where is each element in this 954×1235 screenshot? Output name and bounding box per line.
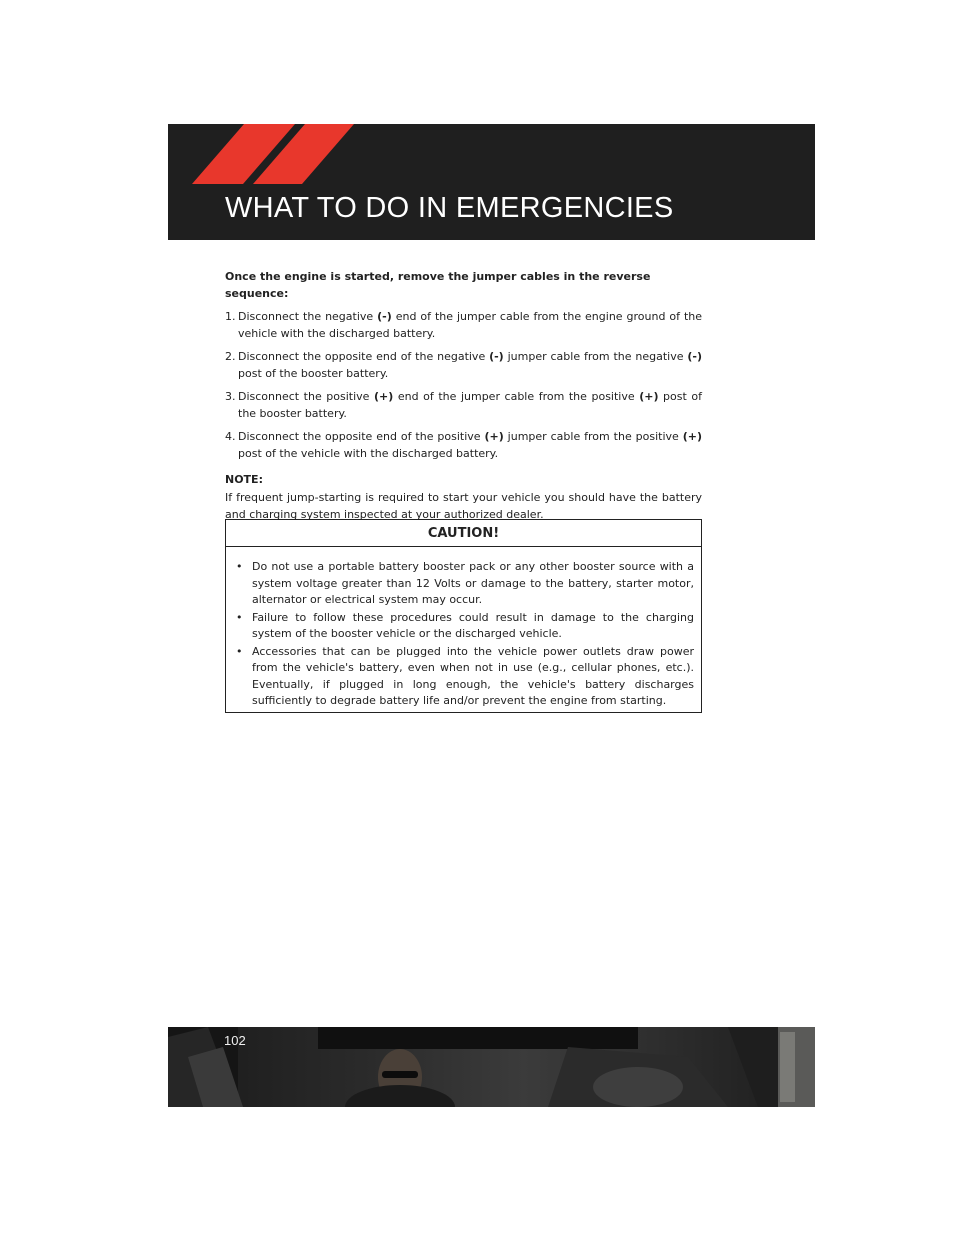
step-text-part: jumper cable from the negative bbox=[503, 350, 688, 363]
page-number: 102 bbox=[224, 1033, 246, 1048]
footer-band bbox=[168, 1027, 815, 1107]
polarity-symbol: (-) bbox=[377, 310, 392, 323]
steps-list bbox=[225, 308, 702, 462]
caution-box bbox=[225, 519, 702, 713]
step-text-part: post of the vehicle with the discharged battery. bbox=[238, 447, 499, 460]
step-item bbox=[225, 308, 702, 342]
step-text bbox=[238, 388, 702, 422]
polarity-symbol: (+) bbox=[639, 390, 659, 403]
step-text-part: end of the jumper cable from the engine ground of the vehicle with the discharged battery. bbox=[238, 310, 702, 340]
polarity-symbol: (+) bbox=[682, 430, 702, 443]
note-label: NOTE: bbox=[225, 473, 263, 486]
note-text: If frequent jump-starting is required to start your vehicle you should have the battery and charging system inspected at your authorized dealer. bbox=[225, 491, 702, 521]
step-text bbox=[238, 348, 702, 382]
polarity-symbol: (-) bbox=[489, 350, 504, 363]
step-item bbox=[225, 428, 702, 462]
step-item bbox=[225, 348, 702, 382]
step-text-part: Disconnect the negative bbox=[238, 310, 378, 323]
step-text bbox=[238, 428, 702, 462]
step-number: 2. bbox=[225, 350, 236, 363]
intro-heading: Once the engine is started, remove the jumper cables in the reverse sequence: bbox=[225, 270, 651, 300]
step-number: 4. bbox=[225, 430, 236, 443]
caution-list bbox=[226, 547, 701, 710]
caution-item bbox=[236, 610, 694, 643]
step-text-part: Disconnect the positive bbox=[238, 390, 375, 403]
brand-stripes-logo bbox=[168, 124, 368, 186]
caution-text: Do not use a portable battery booster pack or any other booster source with a system voltage greater than 12 Volts or damage to the battery, starter motor, alternator or electrical system may occur. bbox=[252, 560, 694, 606]
bullet-icon: • bbox=[236, 610, 243, 624]
footer-photo-image bbox=[168, 1027, 815, 1107]
step-text-part: post of the booster battery. bbox=[238, 367, 389, 380]
caution-text: Accessories that can be plugged into the vehicle power outlets draw power from the vehicle's battery, even when not in use (e.g., cellular phones, etc.). Eventually, if plugged in long enough, the vehicle's battery discharges sufficiently to degrade battery life and/or prevent the engine from starting. bbox=[252, 644, 694, 707]
bullet-icon: • bbox=[236, 644, 243, 658]
step-text-part: Disconnect the opposite end of the positive bbox=[238, 430, 485, 443]
step-text-part: end of the jumper cable from the positive bbox=[393, 390, 640, 403]
polarity-symbol: (+) bbox=[374, 390, 394, 403]
caution-item bbox=[236, 644, 694, 710]
step-number: 1. bbox=[225, 310, 236, 323]
step-text-part: jumper cable from the positive bbox=[503, 430, 683, 443]
caution-item bbox=[236, 559, 694, 609]
step-text-part: Disconnect the opposite end of the negative bbox=[238, 350, 490, 363]
step-number: 3. bbox=[225, 390, 236, 403]
bullet-icon: • bbox=[236, 560, 243, 573]
caution-title: CAUTION! bbox=[226, 520, 701, 547]
chapter-header bbox=[168, 124, 815, 240]
step-text bbox=[238, 308, 702, 342]
main-content bbox=[225, 268, 702, 523]
polarity-symbol: (+) bbox=[484, 430, 504, 443]
polarity-symbol: (-) bbox=[687, 350, 702, 363]
chapter-title: WHAT TO DO IN EMERGENCIES bbox=[225, 192, 674, 224]
caution-text: Failure to follow these procedures could result in damage to the charging system of the booster vehicle or the discharged vehicle. bbox=[252, 610, 694, 640]
step-item bbox=[225, 388, 702, 422]
step-text-part: post of the booster battery. bbox=[238, 390, 702, 420]
